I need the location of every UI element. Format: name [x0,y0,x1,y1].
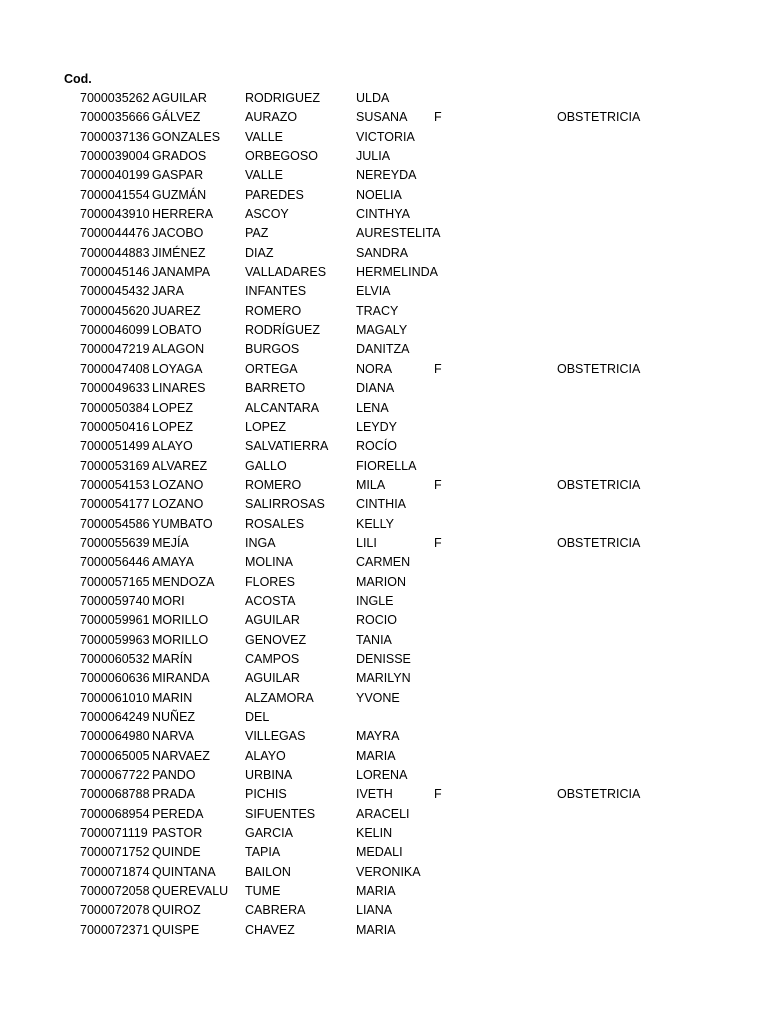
record-given-name: DIANA [356,381,395,396]
record-first-surname: NARVAEZ [152,748,210,763]
record-row [0,147,768,166]
record-code: 7000068788 [80,787,150,802]
record-row [0,921,768,940]
record-given-name: MEDALI [356,845,403,860]
record-second-surname: PAZ [245,226,269,241]
record-row [0,534,768,553]
record-second-surname: AGUILAR [245,613,300,628]
record-row [0,108,768,127]
record-code: 7000043910 [80,207,150,222]
record-code: 7000053169 [80,458,150,473]
record-given-name: VICTORIA [356,129,415,144]
record-second-surname: ROMERO [245,477,302,492]
record-first-surname: NUÑEZ [152,710,196,724]
record-code: 7000040199 [80,168,150,183]
record-code: 7000051499 [80,439,150,454]
record-first-surname: YUMBATO [152,516,213,531]
record-given-name: MARIA [356,748,396,763]
record-given-name: CINTHYA [356,207,410,222]
record-first-surname: LOYAGA [152,361,203,376]
record-given-name: MARIA [356,922,396,937]
record-second-surname: VILLEGAS [245,729,306,744]
record-second-surname: PAREDES [245,187,304,202]
record-code: 7000054153 [80,477,150,492]
record-department: OBSTETRICIA [557,477,641,492]
record-code: 7000037136 [80,129,150,144]
record-given-name: ELVIA [356,284,391,299]
record-given-name: MARION [356,574,406,589]
record-first-surname: QUIROZ [152,903,201,918]
record-given-name: SANDRA [356,245,409,260]
record-department: OBSTETRICIA [557,110,641,125]
record-row [0,379,768,398]
record-given-name: LEYDY [356,419,397,434]
record-first-surname: QUINTANA [152,864,216,879]
record-first-surname: GUZMÁN [152,187,207,202]
record-given-name: ROCIO [356,613,397,628]
record-first-surname: QUINDE [152,845,201,860]
record-second-surname: AGUILAR [245,671,300,686]
record-second-surname: ORBEGOSO [245,149,318,164]
record-second-surname: ALCANTARA [245,400,320,415]
record-row [0,186,768,205]
record-second-surname: CHAVEZ [245,922,295,937]
record-first-surname: PRADA [152,787,196,802]
record-code: 7000050384 [80,400,150,415]
record-row [0,360,768,379]
record-given-name: JULIA [356,149,391,164]
record-given-name: IVETH [356,787,393,802]
record-code: 7000054586 [80,516,150,531]
record-given-name: VERONIKA [356,864,421,879]
record-first-surname: MARIN [152,690,193,705]
record-second-surname: CABRERA [245,903,306,918]
record-given-name: TRACY [356,303,399,318]
record-second-surname: ALZAMORA [245,690,314,705]
record-second-surname: VALLADARES [245,265,327,280]
record-code: 7000035262 [80,91,150,105]
record-first-surname: JIMÉNEZ [152,245,206,260]
record-code: 7000054177 [80,497,150,512]
record-code: 7000057165 [80,574,150,589]
record-row [0,824,768,843]
record-second-surname: FLORES [245,574,296,589]
record-second-surname: BAILON [245,864,291,879]
record-given-name: AURESTELITA [356,226,441,241]
record-code: 7000067722 [80,768,150,783]
record-code: 7000065005 [80,748,150,763]
record-second-surname: CAMPOS [245,651,300,666]
record-row [0,128,768,147]
record-code: 7000039004 [80,149,150,164]
record-first-surname: ALAGON [152,342,205,357]
record-second-surname: ROSALES [245,516,305,531]
record-sex: F [434,477,442,492]
record-row [0,205,768,224]
record-first-surname: ALVAREZ [152,458,208,473]
record-first-surname: MIRANDA [152,671,210,686]
record-row [0,669,768,688]
record-row [0,302,768,321]
record-given-name: DENISSE [356,651,411,666]
record-row [0,592,768,611]
record-given-name: CINTHIA [356,497,406,512]
record-code: 7000047219 [80,342,150,357]
record-row [0,901,768,920]
record-code: 7000035666 [80,110,150,125]
record-first-surname: MENDOZA [152,574,215,589]
record-first-surname: MORI [152,593,185,608]
record-second-surname: TAPIA [245,845,281,860]
record-row [0,495,768,514]
record-code: 7000061010 [80,690,150,705]
record-code: 7000045146 [80,265,150,280]
record-first-surname: MORILLO [152,632,209,647]
record-code: 7000072371 [80,922,150,937]
record-given-name: FIORELLA [356,458,417,473]
record-code: 7000068954 [80,806,150,821]
record-row [0,321,768,340]
record-second-surname: GALLO [245,458,287,473]
record-second-surname: BARRETO [245,381,306,396]
records-list [0,89,768,940]
record-first-surname: JANAMPA [152,265,211,280]
record-row [0,166,768,185]
record-row [0,766,768,785]
record-second-surname: VALLE [245,129,283,144]
record-first-surname: PASTOR [152,826,203,841]
record-code: 7000056446 [80,555,150,570]
record-code: 7000059740 [80,593,150,608]
record-row [0,650,768,669]
record-given-name: ARACELI [356,806,410,821]
record-first-surname: MARÍN [152,651,193,666]
record-second-surname: INGA [245,535,276,550]
record-given-name: SUSANA [356,110,408,125]
record-second-surname: SALVATIERRA [245,439,329,454]
record-department: OBSTETRICIA [557,535,641,550]
record-given-name: MARIA [356,884,396,899]
record-row [0,89,768,108]
record-second-surname: BURGOS [245,342,300,357]
record-code: 7000041554 [80,187,150,202]
record-first-surname: GONZALES [152,129,221,144]
record-given-name: LORENA [356,768,408,783]
code-column-header: Cod. [64,72,92,86]
record-row [0,843,768,862]
record-code: 7000044476 [80,226,150,241]
record-sex: F [434,535,442,550]
record-row [0,863,768,882]
record-second-surname: MOLINA [245,555,293,570]
record-row [0,631,768,650]
record-given-name: CARMEN [356,555,411,570]
record-first-surname: NARVA [152,729,194,744]
record-second-surname: ORTEGA [245,361,298,376]
record-first-surname: GASPAR [152,168,204,183]
record-given-name: MILA [356,477,386,492]
record-first-surname: AGUILAR [152,91,207,105]
record-given-name: MAYRA [356,729,400,744]
record-code: 7000049633 [80,381,150,396]
record-department: OBSTETRICIA [557,361,641,376]
record-first-surname: HERRERA [152,207,214,222]
record-second-surname: ROMERO [245,303,302,318]
record-given-name: INGLE [356,593,394,608]
record-code: 7000059961 [80,613,150,628]
record-given-name: NORA [356,361,393,376]
record-row [0,805,768,824]
record-row [0,785,768,804]
record-second-surname: VALLE [245,168,283,183]
record-given-name: LENA [356,400,389,415]
record-first-surname: JUAREZ [152,303,201,318]
record-first-surname: GÁLVEZ [152,110,201,125]
record-row [0,224,768,243]
record-second-surname: URBINA [245,768,293,783]
record-first-surname: GRADOS [152,149,207,164]
record-given-name: DANITZA [356,342,410,357]
record-row [0,573,768,592]
record-sex: F [434,787,442,802]
record-given-name: KELIN [356,826,393,841]
record-row [0,689,768,708]
record-row [0,553,768,572]
record-row [0,263,768,282]
record-sex: F [434,361,442,376]
record-row [0,244,768,263]
record-second-surname: DIAZ [245,245,274,260]
record-first-surname: LOPEZ [152,400,193,415]
record-first-surname: MEJÍA [152,535,189,550]
record-first-surname: PEREDA [152,806,204,821]
record-code: 7000046099 [80,323,150,338]
record-sex: F [434,110,442,125]
record-code: 7000055639 [80,535,150,550]
record-code: 7000071874 [80,864,150,879]
record-first-surname: JARA [152,284,184,299]
record-code: 7000045432 [80,284,150,299]
record-code: 7000045620 [80,303,150,318]
record-code: 7000060636 [80,671,150,686]
record-given-name: ULDA [356,91,390,105]
record-second-surname: TUME [245,884,281,899]
record-second-surname: AURAZO [245,110,298,125]
record-given-name: LILI [356,535,377,550]
record-first-surname: PANDO [152,768,196,783]
record-code: 7000071752 [80,845,150,860]
record-code: 7000072078 [80,903,150,918]
record-second-surname: GENOVEZ [245,632,307,647]
record-given-name: MARILYN [356,671,411,686]
record-row [0,437,768,456]
record-row [0,282,768,301]
record-given-name: LIANA [356,903,393,918]
record-row [0,418,768,437]
record-first-surname: JACOBO [152,226,204,241]
record-second-surname: RODRIGUEZ [245,91,320,105]
record-row [0,457,768,476]
record-second-surname: RODRÍGUEZ [245,323,320,338]
record-second-surname: LOPEZ [245,419,286,434]
record-second-surname: DEL [245,710,270,724]
record-given-name: HERMELINDA [356,265,438,280]
record-given-name: YVONE [356,690,400,705]
record-code: 7000050416 [80,419,150,434]
record-first-surname: QUISPE [152,922,200,937]
record-second-surname: SIFUENTES [245,806,316,821]
record-second-surname: ALAYO [245,748,286,763]
record-second-surname: ASCOY [245,207,289,222]
record-code: 7000059963 [80,632,150,647]
record-code: 7000060532 [80,651,150,666]
record-row [0,882,768,901]
record-first-surname: AMAYA [152,555,194,570]
record-first-surname: ALAYO [152,439,193,454]
record-row [0,340,768,359]
record-first-surname: LOPEZ [152,419,193,434]
record-second-surname: INFANTES [245,284,307,299]
record-row [0,708,768,727]
record-code: 7000044883 [80,245,150,260]
record-first-surname: LOZANO [152,477,204,492]
record-code: 7000047408 [80,361,150,376]
record-first-surname: QUEREVALU [152,884,229,899]
record-row [0,515,768,534]
record-row [0,747,768,766]
record-first-surname: LOZANO [152,497,204,512]
record-first-surname: LOBATO [152,323,202,338]
record-first-surname: MORILLO [152,613,209,628]
record-row [0,727,768,746]
record-second-surname: SALIRROSAS [245,497,325,512]
record-given-name: NOELIA [356,187,402,202]
record-row [0,399,768,418]
record-code: 7000064249 [80,710,150,724]
record-second-surname: ACOSTA [245,593,296,608]
record-second-surname: PICHIS [245,787,287,802]
record-first-surname: LINARES [152,381,206,396]
record-code: 7000064980 [80,729,150,744]
record-row [0,611,768,630]
record-second-surname: GARCIA [245,826,293,841]
record-department: OBSTETRICIA [557,787,641,802]
record-row [0,476,768,495]
record-given-name: MAGALY [356,323,408,338]
record-given-name: ROCÍO [356,439,397,454]
record-code: 7000072058 [80,884,150,899]
record-given-name: TANIA [356,632,392,647]
record-given-name: NEREYDA [356,168,417,183]
record-given-name: KELLY [356,516,394,531]
record-code: 7000071119 [80,826,148,841]
